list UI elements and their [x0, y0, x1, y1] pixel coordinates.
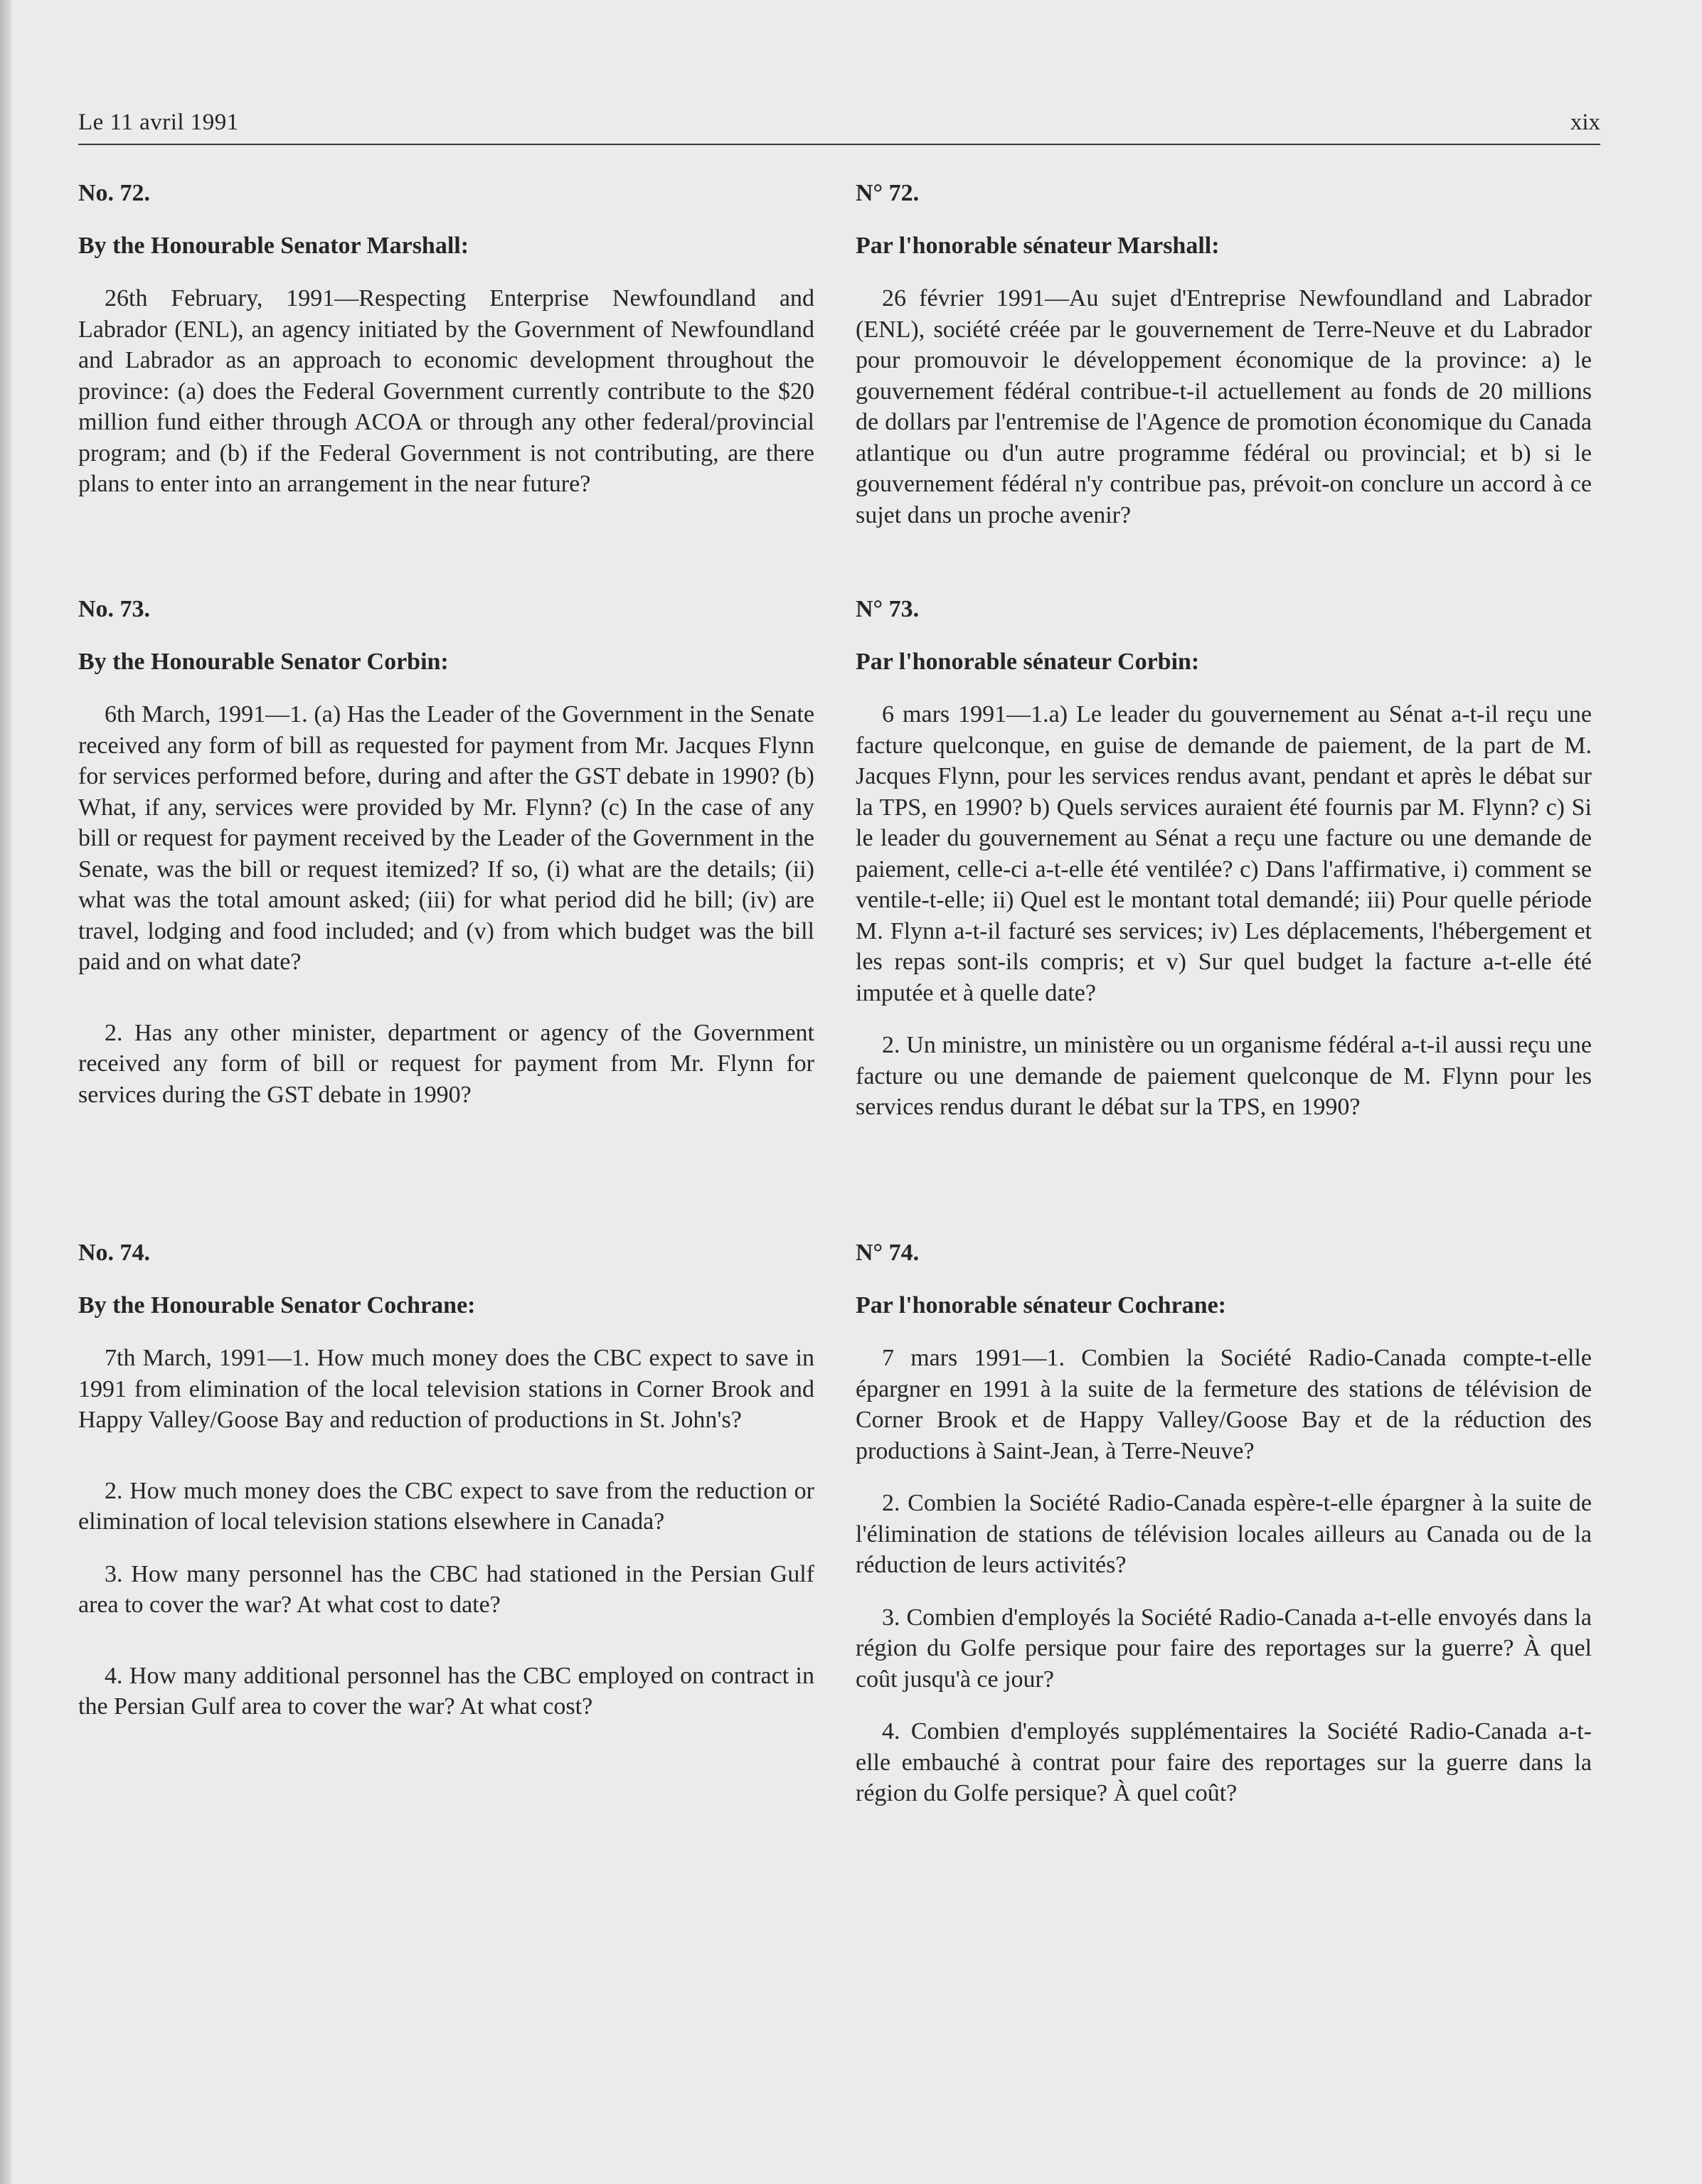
question-text: 4. Combien d'employés supplémentaires la Société Radio-Canada a-t-elle embauché à contrat pour faire des reportages sur la guerre dans la région du Golfe persique? À quel coût? [856, 1718, 1592, 1806]
page-header [78, 107, 1600, 145]
page-edge-shadow [0, 0, 11, 2184]
question-73-en [78, 594, 814, 1110]
question-72-fr [856, 178, 1592, 531]
question-text: 4. How many additional personnel has the CBC employed on contract in the Persian Gulf area to cover the war? At what cost? [78, 1662, 814, 1720]
question-text: 6th March, 1991—1. (a) Has the Leader of the Government in the Senate received any form of bill as requested for payment from Mr. Jacques Flynn for services performed before, during and after the GST debate in 1990? (b) What, if any, services were provided by Mr. Flynn? (c) In the case of any bill or request for payment received by the Leader of the Government in the Senate, was the bill or request itemized? If so, (i) what are the details; (ii) what was the total amount asked; (iii) for what period did he bill; (iv) are travel, lodging and food included; and (v) from which budget was the bill paid and on what date? [78, 701, 814, 975]
question-73-fr [856, 594, 1592, 1123]
question-text: 3. Combien d'employés la Société Radio-Canada a-t-elle envoyés dans la région du Golfe persique pour faire des reportages sur la guerre? À quel coût jusqu'à ce jour? [856, 1604, 1592, 1693]
question-author: Par l'honorable sénateur Cochrane: [856, 1292, 1226, 1319]
question-72-en [78, 178, 814, 500]
header-date: Le 11 avril 1991 [78, 110, 239, 135]
question-text: 2. Combien la Société Radio-Canada espère-t-elle épargner à la suite de l'élimination de stations de télévision locales ailleurs au Canada ou de la réduction de leurs activités? [856, 1490, 1592, 1578]
question-text: 7th March, 1991—1. How much money does the CBC expect to save in 1991 from elimination of the local television stations in Corner Brook and Happy Valley/Goose Bay and reduction of productions in St. John's? [78, 1345, 814, 1433]
question-text: 3. How many personnel has the CBC had stationed in the Persian Gulf area to cover the war? At what cost to date? [78, 1560, 814, 1618]
question-74-fr [856, 1237, 1592, 1809]
question-number: No. 72. [78, 180, 151, 206]
question-number: N° 72. [856, 180, 920, 206]
question-author: Par l'honorable sénateur Marshall: [856, 233, 1220, 259]
question-author: Par l'honorable sénateur Corbin: [856, 649, 1200, 675]
question-text: 7 mars 1991—1. Combien la Société Radio-Canada compte-t-elle épargner en 1991 à la suite de la fermeture des stations de télévision de Corner Brook et de Happy Valley/Goose Bay et de la réduction des productions à Saint-Jean, à Terre-Neuve? [856, 1345, 1592, 1464]
question-text: 6 mars 1991—1.a) Le leader du gouvernement au Sénat a-t-il reçu une facture quelconque, en guise de demande de paiement, de la part de M. Jacques Flynn, pour les services rendus avant, pendant et après le débat sur la TPS, en 1990? b) Quels services auraient été fournis par M. Flynn? c) Si le leader du gouvernement au Sénat a reçu une facture ou une demande de paiement, celle-ci a-t-elle été ventilée? c) Dans l'affirmative, i) comment se ventile-t-elle; ii) Quel est le montant total demandé; iii) Pour quelle période M. Flynn a-t-il facturé ses services; iv) Les déplacements, l'hébergement et les repas sont-ils compris; et v) Sur quel budget la facture a-t-elle été imputée et à quelle date? [856, 701, 1592, 1006]
question-number: N° 74. [856, 1240, 920, 1266]
question-number: No. 74. [78, 1240, 151, 1266]
page-number: xix [1570, 110, 1600, 135]
question-text: 26th February, 1991—Respecting Enterprise Newfoundland and Labrador (ENL), an agency initiated by the Government of Newfoundland and Labrador as an approach to economic development throughout the province: (a) does the Federal Government currently contribute to the $20 million fund either through ACOA or through any other federal/provincial program; and (b) if the Federal Government is not contributing, are there plans to enter into an arrangement in the near future? [78, 285, 814, 497]
question-number: N° 73. [856, 596, 920, 622]
question-text: 2. Un ministre, un ministère ou un organisme fédéral a-t-il aussi reçu une facture ou une demande de paiement quelconque de M. Flynn pour les services rendus durant le débat sur la TPS, en 1990? [856, 1032, 1592, 1120]
question-author: By the Honourable Senator Marshall: [78, 233, 469, 259]
question-text: 2. How much money does the CBC expect to save from the reduction or elimination of local television stations elsewhere in Canada? [78, 1477, 814, 1535]
question-author: By the Honourable Senator Corbin: [78, 649, 449, 675]
question-text: 2. Has any other minister, department or agency of the Government received any form of bill or request for payment from Mr. Flynn for services during the GST debate in 1990? [78, 1019, 814, 1108]
question-number: No. 73. [78, 596, 151, 622]
question-74-en [78, 1237, 814, 1722]
question-text: 26 février 1991—Au sujet d'Entreprise Newfoundland and Labrador (ENL), société créée par le gouvernement de Terre-Neuve et du Labrador pour promouvoir le développement économique de la province: a) le gouvernement fédéral contribue-t-il actuellement au fonds de 20 millions de dollars par l'entremise de l'Agence de promotion économique du Canada atlantique ou d'un autre programme fédéral ou provincial; et b) si le gouvernement fédéral n'y contribue pas, prévoit-on conclure un accord à ce sujet dans un proche avenir? [856, 285, 1592, 528]
question-author: By the Honourable Senator Cochrane: [78, 1292, 476, 1319]
